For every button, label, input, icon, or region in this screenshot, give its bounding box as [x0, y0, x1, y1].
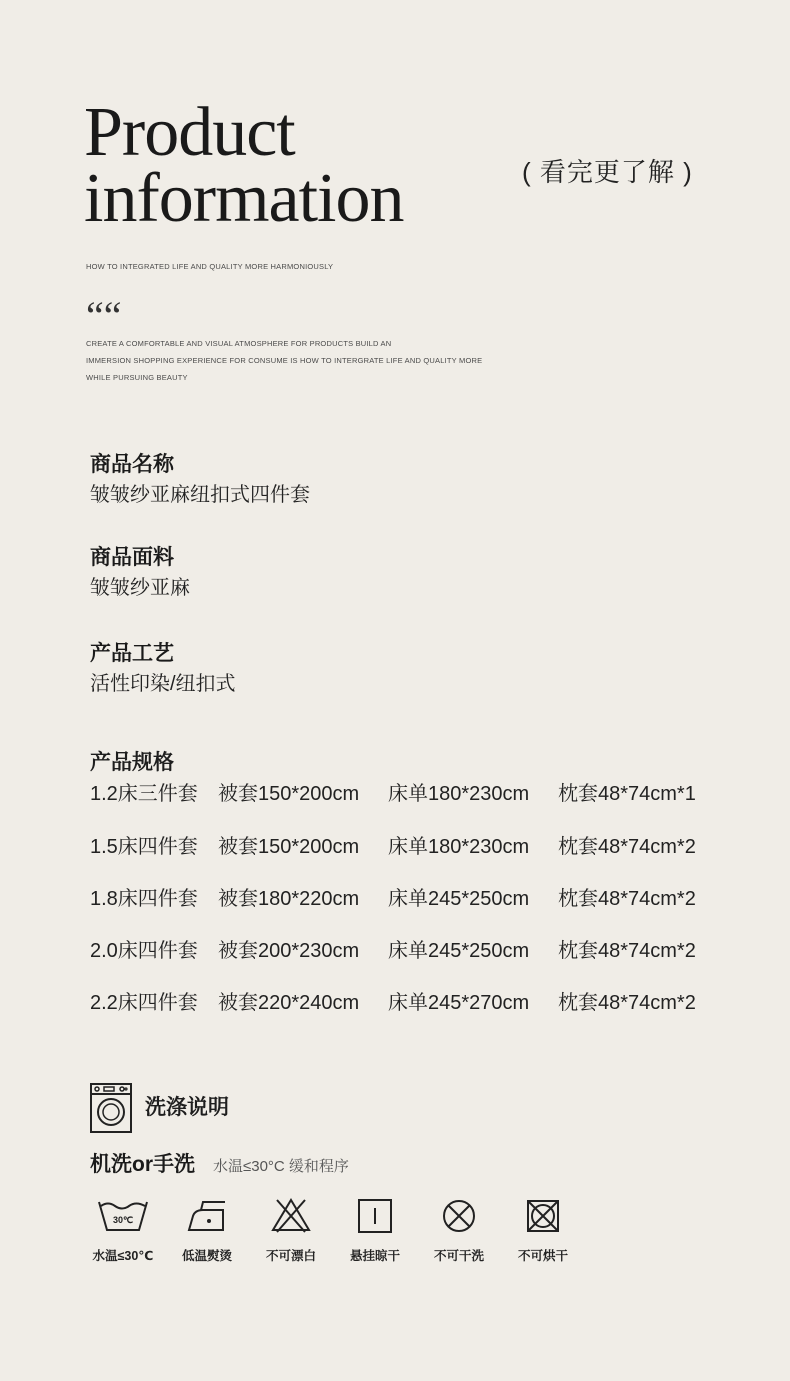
spec-duvet: 被套150*200cm: [218, 783, 360, 805]
no-tumble-dry-icon: [515, 1196, 571, 1236]
care-symbol-wash: [81, 1196, 165, 1264]
care-label: 悬挂晾干: [349, 1249, 400, 1263]
spec-row: [90, 988, 696, 1018]
spec-sheet: 床单245*270cm: [388, 992, 530, 1014]
care-symbol-tumble: [501, 1196, 585, 1264]
info-label: 产品工艺: [90, 642, 174, 665]
spec-pillow: 枕套48*74cm*2: [558, 888, 696, 910]
info-fabric: [90, 543, 190, 603]
spec-duvet: 被套150*200cm: [218, 836, 360, 858]
spec-duvet: 被套180*220cm: [218, 888, 360, 910]
wash-method-note: 水温≤30°C 缓和程序: [213, 1158, 349, 1175]
info-value: 皱皱纱亚麻: [90, 577, 190, 599]
quote-icon: ““: [86, 293, 122, 338]
washing-machine-icon: [90, 1083, 132, 1138]
description-line: CREATE A COMFORTABLE AND VISUAL ATMOSPHERE FOR PRODUCTS BUILD AN: [86, 339, 392, 348]
care-symbol-dryclean: [417, 1196, 501, 1264]
spec-sheet: 床单180*230cm: [388, 836, 530, 858]
spec-size: 2.2床四件套: [90, 992, 198, 1014]
care-symbol-bleach: [249, 1196, 333, 1264]
spec-size: 1.8床四件套: [90, 888, 198, 910]
spec-sheet: 床单245*250cm: [388, 888, 530, 910]
spec-size: 1.5床四件套: [90, 836, 198, 858]
title-line-2: information: [84, 160, 404, 237]
tagline: HOW TO INTEGRATED LIFE AND QUALITY MORE HARMONIOUSLY: [86, 262, 334, 271]
spec-duvet: 被套200*230cm: [218, 940, 360, 962]
info-label: 商品面料: [90, 546, 174, 569]
spec-row: [90, 884, 696, 914]
wash-method: [90, 1150, 349, 1182]
wash-tub-30-icon: [95, 1196, 151, 1236]
hang-dry-icon: [347, 1196, 403, 1236]
description-line: WHILE PURSUING BEAUTY: [86, 373, 188, 382]
iron-low-icon: [179, 1196, 235, 1236]
care-label: 低温熨烫: [181, 1249, 232, 1263]
care-symbol-iron: [165, 1196, 249, 1264]
spec-pillow: 枕套48*74cm*2: [558, 992, 696, 1014]
spec-sheet: 床单245*250cm: [388, 940, 530, 962]
spec-size: 2.0床四件套: [90, 940, 198, 962]
spec-pillow: 枕套48*74cm*2: [558, 940, 696, 962]
spec-duvet: 被套220*240cm: [218, 992, 360, 1014]
washing-title: 洗涤说明: [145, 1096, 229, 1119]
spec-pillow: 枕套48*74cm*1: [558, 783, 696, 805]
spec-pillow: 枕套48*74cm*2: [558, 836, 696, 858]
page-title: [84, 94, 404, 237]
care-label: 不可烘干: [517, 1249, 568, 1263]
title-line-1: Product: [84, 94, 295, 171]
info-value: 皱皱纱亚麻纽扣式四件套: [90, 484, 310, 506]
description-line: IMMERSION SHOPPING EXPERIENCE FOR CONSUME IS HOW TO INTERGRATE LIFE AND QUALITY MORE: [86, 356, 483, 365]
spec-sheet: 床单180*230cm: [388, 783, 530, 805]
spec-size: 1.2床三件套: [90, 783, 198, 805]
info-product-name: [90, 450, 310, 510]
care-label: 不可干洗: [433, 1249, 484, 1263]
description: [86, 335, 506, 386]
spec-row: [90, 779, 696, 809]
wash-method-label: 机洗or手洗: [90, 1153, 195, 1176]
info-label: 商品名称: [90, 453, 174, 476]
spec-row: [90, 936, 696, 966]
no-dry-clean-icon: [431, 1196, 487, 1236]
care-symbol-hang: [333, 1196, 417, 1264]
care-label: 水温≤30℃: [92, 1249, 154, 1263]
info-value: 活性印染/纽扣式: [90, 673, 236, 695]
tub-temperature: 30℃: [112, 1215, 134, 1225]
info-craft: [90, 639, 236, 699]
no-bleach-icon: [263, 1196, 319, 1236]
care-label: 不可漂白: [265, 1249, 316, 1263]
read-more-hint: ( 看完更了解 ): [522, 157, 693, 187]
spec-row: [90, 832, 696, 862]
specs-title: 产品规格: [90, 751, 174, 774]
